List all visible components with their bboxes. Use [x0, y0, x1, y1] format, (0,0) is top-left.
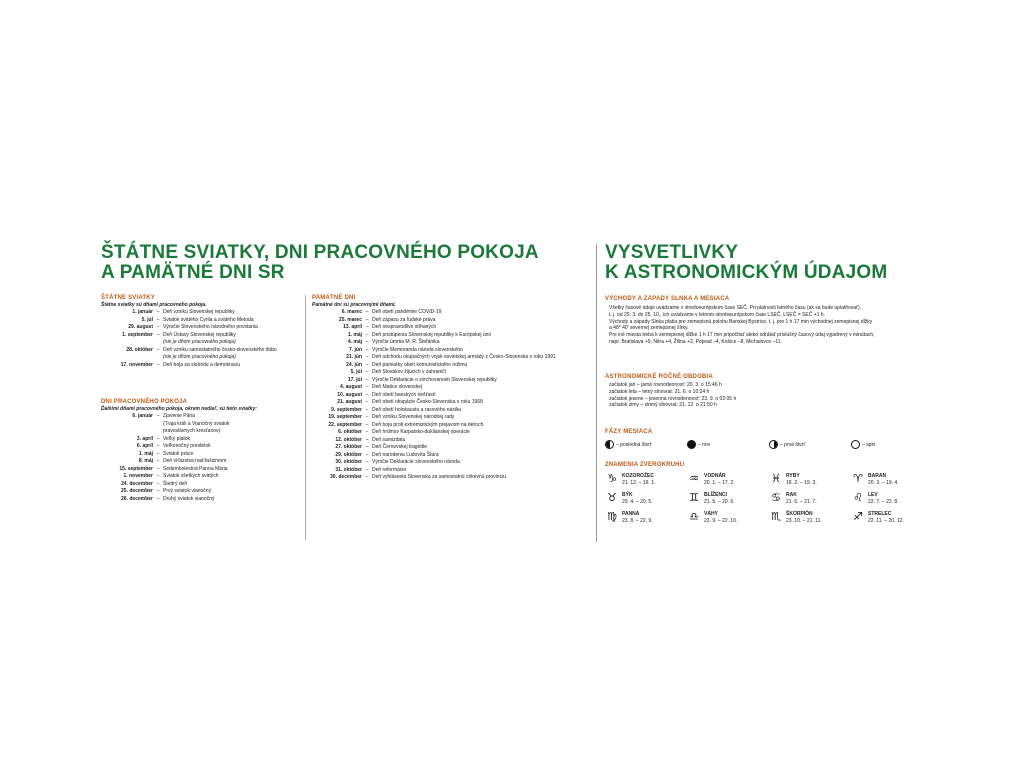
holiday-text: Deň Matice slovenskej — [372, 384, 423, 390]
capricorn-icon: ♑︎ — [607, 473, 617, 485]
row-separator: – — [365, 474, 369, 480]
row-separator: – — [365, 384, 369, 390]
holiday-text: Výročie Slovenského národného povstania — [163, 324, 258, 330]
row-separator: – — [365, 421, 369, 428]
zodiac-dates: 23. 9. – 22. 10. — [704, 518, 738, 524]
holiday-row — [312, 467, 556, 475]
row-separator: – — [156, 473, 160, 479]
holiday-row — [312, 429, 556, 437]
holiday-text: Deň Černovskej tragédie — [372, 444, 428, 450]
holiday-text: Deň nespravodlivo stíhaných — [372, 324, 437, 330]
state-holidays-list — [101, 309, 277, 369]
first-quarter-moon-icon — [769, 440, 778, 449]
holiday-row — [101, 443, 257, 451]
holiday-row — [101, 362, 277, 370]
zodiac-dates: 20. 1. – 17. 2. — [704, 480, 735, 486]
holiday-row — [101, 339, 277, 347]
holiday-date: 19. september — [328, 414, 362, 420]
last-quarter-moon-icon — [605, 440, 614, 449]
holiday-text: Deň obetí okupácie Česko-Slovenska v roku 1968 — [372, 399, 483, 405]
holiday-row — [101, 413, 257, 421]
holiday-text: Prvý sviatok vianočný — [163, 488, 212, 494]
holiday-text: Deň pristúpenia Slovenskej republiky k Európskej únii — [372, 331, 491, 338]
holiday-text: Sviatok svätého Cyrila a svätého Metoda — [163, 316, 254, 323]
memorial-days-list — [312, 309, 556, 482]
text-line: t. j. od 29. 3. do 25. 10., ich uvádzame v letnom stredoeurópskom čase LSEČ. LSEČ = SEČ +1 h. — [609, 311, 825, 318]
sunrise-section — [605, 296, 875, 346]
holiday-date — [101, 354, 153, 362]
holiday-row — [312, 452, 556, 460]
pisces-icon: ♓︎ — [771, 473, 781, 485]
zodiac-name: BÝK — [622, 492, 633, 498]
row-separator: – — [156, 495, 160, 502]
zodiac-sign — [605, 511, 687, 525]
row-separator: – — [365, 406, 369, 413]
row-separator: – — [156, 316, 160, 323]
row-separator: – — [365, 346, 369, 353]
row-separator: – — [365, 339, 369, 345]
row-separator: – — [365, 436, 369, 443]
row-separator: – — [365, 361, 369, 368]
column-divider — [596, 244, 597, 542]
holiday-date: 1. január — [132, 309, 153, 315]
row-separator — [153, 428, 163, 436]
zodiac-name: ŠKORPIÓN — [786, 511, 813, 517]
zodiac-dates: 21. 6. – 21. 7. — [786, 499, 817, 505]
holiday-row — [312, 407, 556, 415]
holiday-date: 1. november — [123, 473, 153, 479]
holiday-row — [101, 428, 257, 436]
holiday-date: 17. júl — [347, 376, 362, 383]
holiday-text: Deň Slovákov žijúcich v zahraničí — [372, 369, 447, 375]
zodiac-heading: ZNAMENIA ZVEROKRUHU — [605, 462, 685, 468]
rest-days-heading: DNI PRACOVNÉHO POKOJA — [101, 399, 188, 405]
row-separator: – — [365, 451, 369, 458]
libra-icon: ♎︎ — [689, 511, 699, 523]
zodiac-name: PANNA — [622, 511, 640, 517]
holiday-row — [101, 496, 257, 504]
holiday-row — [101, 451, 257, 459]
zodiac-sign — [605, 473, 687, 487]
zodiac-name: LEV — [868, 492, 878, 498]
row-separator: – — [365, 466, 369, 473]
holiday-date: 12. október — [335, 436, 362, 443]
text-line: začiatok jesene – jesenná rovnodennosť: 23. 9. o 02:05 h — [609, 395, 737, 402]
holiday-date — [101, 339, 153, 347]
zodiac-sign — [769, 511, 851, 525]
holiday-row — [312, 459, 556, 467]
zodiac-name: RYBY — [786, 473, 800, 479]
holiday-row — [312, 317, 556, 325]
left-title-line2: A PAMÄTNÉ DNI SR — [101, 262, 285, 283]
holiday-row — [312, 309, 556, 317]
holiday-row — [312, 339, 556, 347]
row-separator — [153, 421, 163, 429]
text-line: Pre iné miesta treba k zemepisnej dĺžke 1 h 17 min pripočítať alebo odrátať príslušný časový údaj vyjadrený v minútach, — [609, 332, 875, 339]
holiday-row — [312, 384, 556, 392]
zodiac-name: VODNÁR — [704, 473, 726, 479]
row-separator: – — [365, 309, 369, 315]
holiday-row — [312, 369, 556, 377]
holiday-text: Deň hrdinov Karpatsko-duklianskej operácie — [372, 429, 470, 435]
row-separator: – — [156, 458, 160, 464]
holiday-date: 24. jún — [346, 361, 362, 368]
holiday-text: Deň boja proti extrémistickým prejavom na deťoch — [372, 421, 484, 428]
state-holidays-heading: ŠTÁTNE SVIATKY — [101, 295, 156, 301]
holiday-date: 21. august — [337, 399, 362, 405]
zodiac-name: VÁHY — [704, 511, 718, 517]
holiday-date: 4. máj — [347, 339, 362, 345]
holiday-date: 26. december — [121, 495, 153, 502]
text-line: Východy a západy Slnka platia pre zemepisnú polohu Banskej Bystrice, t. j. pre 1 h 17 min východnej zemepisnej dĺžky — [609, 318, 873, 325]
holiday-date: 6. apríl — [136, 443, 153, 449]
holiday-row — [312, 354, 556, 362]
holiday-date: 1. máj — [347, 331, 362, 338]
zodiac-grid — [605, 473, 933, 525]
moon-phases-heading: FÁZY MESIACA — [605, 429, 653, 435]
holiday-text: (nie je dňom pracovného pokoja) — [163, 339, 236, 345]
row-separator: – — [365, 376, 369, 383]
row-separator: – — [365, 331, 369, 338]
holiday-row — [312, 332, 556, 340]
holiday-row — [101, 481, 257, 489]
holiday-row — [312, 324, 556, 332]
zodiac-dates: 23. 10. – 21. 11. — [786, 518, 822, 524]
zodiac-dates: 18. 2. – 19. 3. — [786, 480, 817, 486]
holiday-row — [312, 444, 556, 452]
rest-days-list — [101, 413, 257, 503]
holiday-text: Veľký piatok — [163, 435, 191, 442]
holiday-date — [101, 421, 153, 429]
row-separator: – — [156, 465, 160, 472]
row-separator: – — [156, 480, 160, 487]
scorpio-icon: ♏︎ — [771, 511, 781, 523]
holiday-text: Deň obetí holokaustu a rasového násilia — [372, 406, 461, 413]
holiday-row — [312, 362, 556, 370]
text-line: a 48° 40' severnej zemepisnej šírky. — [609, 325, 689, 332]
holiday-text: (nie je dňom pracovného pokoja) — [163, 354, 236, 360]
row-separator: – — [365, 354, 369, 360]
holiday-row — [101, 421, 257, 429]
holiday-text: Deň odchodu okupačných vojsk sovietskej armády z Česko-Slovenska v roku 1991 — [372, 354, 556, 360]
holiday-text: Deň zápasu za ľudské práva — [372, 316, 436, 323]
zodiac-sign — [605, 492, 687, 506]
holiday-row — [101, 332, 277, 340]
zodiac-dates: 21. 5. – 20. 6. — [704, 499, 735, 505]
holiday-date: 8. máj — [138, 458, 153, 464]
holiday-row — [312, 437, 556, 445]
holiday-date: 15. september — [119, 465, 153, 472]
moon-phase-full — [851, 440, 933, 449]
row-separator: – — [156, 324, 160, 330]
holiday-text: (Traja králi a Vianočný sviatok — [163, 420, 230, 427]
holiday-date: 30. október — [335, 459, 362, 465]
row-separator: – — [156, 331, 160, 338]
holiday-date: 25. december — [121, 488, 153, 494]
zodiac-name: STRELEC — [868, 511, 892, 517]
holiday-text: Sviatok všetkých svätých — [163, 473, 219, 479]
holiday-text: Deň Ústavy Slovenskej republiky — [163, 331, 236, 338]
holiday-row — [101, 317, 277, 325]
holiday-text: Deň reformácie — [372, 466, 407, 473]
holiday-text: Štedrý deň — [163, 480, 188, 487]
right-title — [605, 243, 887, 283]
row-separator: – — [156, 346, 160, 353]
zodiac-sign — [851, 473, 933, 487]
holiday-date: 1. september — [122, 331, 153, 338]
holiday-date: 7. jún — [348, 346, 362, 353]
moon-phase-label: – nov — [698, 441, 711, 448]
rest-days-section — [101, 399, 257, 503]
holiday-date: 29. október — [335, 451, 362, 458]
holiday-date: 22. september — [328, 421, 362, 428]
zodiac-heading-wrap — [605, 462, 684, 469]
zodiac-dates: 22. 7. – 22. 8. — [868, 499, 899, 505]
leo-icon: ♌︎ — [853, 492, 863, 504]
holiday-row — [312, 399, 556, 407]
holiday-date: 28. október — [126, 346, 153, 353]
row-separator: – — [156, 413, 160, 419]
zodiac-name: RAK — [786, 492, 797, 498]
row-separator: – — [365, 444, 369, 450]
memorial-days-heading: PAMÄTNÉ DNI — [312, 295, 356, 301]
rest-days-subheading: Ďalšími dňami pracovného pokoja, okrem nedieľ, sú tieto sviatky: — [101, 406, 257, 412]
sagittarius-icon: ♐︎ — [853, 511, 863, 523]
holiday-text: Deň víťazstva nad fašizmom — [163, 458, 227, 464]
holiday-row — [101, 436, 257, 444]
holiday-row — [101, 347, 277, 355]
holiday-text: Deň boja za slobodu a demokraciu — [163, 361, 240, 368]
holiday-date: 30. december — [330, 474, 362, 480]
holiday-date: 3. apríl — [136, 435, 153, 442]
holiday-row — [312, 474, 556, 482]
moon-phase-label: – prvá štvrť — [780, 441, 806, 448]
seasons-section — [605, 374, 736, 409]
moon-phase-label: – posledná štvrť — [616, 441, 652, 448]
row-separator: – — [365, 369, 369, 375]
holiday-row — [101, 309, 277, 317]
holiday-row — [312, 422, 556, 430]
text-line: začiatok zimy – zimný slnovrat: 21. 12. o 21:50 h — [609, 402, 717, 409]
holiday-text: Deň pamiatky obetí komunistického režimu — [372, 361, 468, 368]
holiday-date: 9. september — [331, 406, 362, 413]
holiday-date — [101, 428, 153, 436]
holiday-date: 10. august — [337, 391, 362, 398]
holiday-text: Sviatok práce — [163, 450, 194, 457]
row-separator: – — [156, 361, 160, 368]
left-title-line1: ŠTÁTNE SVIATKY, DNI PRACOVNÉHO POKOJA — [101, 242, 539, 263]
zodiac-sign — [851, 511, 933, 525]
row-separator: – — [365, 459, 369, 465]
holiday-text: Deň vzniku Slovenskej republiky — [163, 309, 235, 315]
zodiac-name: BLÍŽENCI — [704, 492, 728, 498]
holiday-date: 5. júl — [350, 369, 362, 375]
holiday-text: Deň samizdatu — [372, 436, 406, 443]
holiday-text: Deň obetí pandémie COVID-19 — [372, 309, 442, 315]
zodiac-sign — [687, 473, 769, 487]
gemini-icon: ♊︎ — [689, 492, 699, 504]
holiday-text: Deň vzniku samostatného česko-slovenského štátu — [163, 346, 277, 353]
holiday-date: 31. október — [335, 466, 362, 473]
sunrise-text — [609, 305, 875, 346]
holiday-date: 6. október — [338, 429, 362, 435]
virgo-icon: ♍︎ — [607, 511, 617, 523]
moon-phase-first-quarter — [769, 440, 851, 449]
row-separator — [153, 354, 163, 362]
seasons-text — [609, 382, 736, 409]
zodiac-dates: 20. 4. – 20. 5. — [622, 499, 653, 505]
holiday-row — [312, 414, 556, 422]
row-separator: – — [156, 488, 160, 494]
holiday-date: 1. máj — [138, 450, 153, 457]
memorial-days-subheading: Pamätné dni sú pracovnými dňami. — [312, 302, 396, 308]
holiday-text: Deň narodenia Ľudovíta Štúra — [372, 451, 439, 458]
text-line: začiatok leta – letný slnovrat: 21. 6. o 10:24 h — [609, 388, 710, 395]
holiday-row — [101, 466, 257, 474]
row-separator: – — [156, 435, 160, 442]
row-separator: – — [156, 450, 160, 457]
new-moon-icon — [687, 440, 696, 449]
state-holidays-section — [101, 295, 277, 369]
row-separator: – — [156, 309, 160, 315]
zodiac-dates: 23. 8. – 22. 9. — [622, 518, 653, 524]
left-column-divider — [305, 295, 306, 540]
holiday-text: Výročie Deklarácie o zvrchovanosti Slovenskej republiky — [372, 376, 497, 383]
zodiac-sign — [769, 492, 851, 506]
holiday-row — [312, 347, 556, 355]
holiday-date: 29. august — [128, 324, 153, 330]
zodiac-sign — [687, 511, 769, 525]
holiday-date: 5. júl — [141, 316, 153, 323]
row-separator: – — [365, 316, 369, 323]
holiday-date: 6. január — [132, 413, 153, 419]
left-title — [101, 243, 539, 283]
row-separator — [153, 339, 163, 347]
moon-phases-heading-wrap — [605, 429, 652, 436]
holiday-text: Výročie úmrtia M. R. Štefánika — [372, 339, 440, 345]
memorial-days-section — [312, 295, 556, 482]
zodiac-sign — [687, 492, 769, 506]
row-separator: – — [365, 414, 369, 420]
text-line: Všetky časové údaje uvádzame v stredoeurópskom čase SEČ. Pri platnosti letného času (ak sa bude uplatňovať), — [609, 305, 862, 311]
holiday-date: 6. marec — [341, 309, 362, 315]
holiday-date: 21. jún — [346, 354, 362, 360]
taurus-icon: ♉︎ — [607, 492, 617, 504]
zodiac-name: KOZOROŽEC — [622, 473, 654, 479]
holiday-date: 4. august — [340, 384, 362, 390]
holiday-row — [312, 392, 556, 400]
holiday-date: 25. marec — [338, 316, 362, 323]
aries-icon: ♈︎ — [853, 473, 863, 485]
right-title-line1: VYSVETLIVKY — [605, 242, 739, 263]
zodiac-dates: 22. 11. – 20. 12. — [868, 518, 904, 524]
holiday-row — [101, 324, 277, 332]
holiday-text: Výročie Memoranda národa slovenského — [372, 346, 463, 353]
zodiac-dates: 20. 3. – 19. 4. — [868, 480, 899, 486]
holiday-date: 17. november — [120, 361, 153, 368]
moon-phase-last-quarter — [605, 440, 687, 449]
zodiac-sign — [769, 473, 851, 487]
zodiac-sign — [851, 492, 933, 506]
holiday-text: Zjavenie Pána — [163, 413, 195, 419]
holiday-row — [101, 473, 257, 481]
text-line: napr. Bratislava +9, Nitra +4, Žilina +2, Poprad –4, Košice –8, Michalovce –11. — [609, 338, 782, 345]
seasons-heading: ASTRONOMICKÉ ROČNÉ OBDOBIA — [605, 374, 713, 380]
row-separator: – — [365, 391, 369, 398]
text-line: začiatok jari – jarná rovnodennosť: 20. 3. o 15:46 h — [609, 382, 722, 388]
row-separator: – — [365, 429, 369, 435]
row-separator: – — [156, 443, 160, 449]
holiday-row — [101, 488, 257, 496]
cancer-icon: ♋︎ — [771, 492, 781, 504]
holiday-row — [101, 354, 277, 362]
holiday-text: Sedembolestná Panna Mária — [163, 465, 228, 472]
holiday-text: pravoslávnych kresťanov) — [163, 428, 221, 434]
state-holidays-subheading: Štátne sviatky sú dňami pracovného pokoja. — [101, 302, 207, 308]
aquarius-icon: ♒︎ — [689, 473, 699, 485]
moon-phases — [605, 440, 933, 449]
full-moon-icon — [851, 440, 860, 449]
holiday-row — [312, 377, 556, 385]
moon-phase-label: – spln — [862, 441, 876, 448]
moon-phase-new — [687, 440, 769, 449]
holiday-text: Veľkonočný pondelok — [163, 443, 211, 449]
holiday-text: Druhý sviatok vianočný — [163, 495, 215, 502]
holiday-row — [101, 458, 257, 466]
holiday-date: 13. apríl — [343, 324, 362, 330]
holiday-date: 27. október — [335, 444, 362, 450]
sunrise-heading: VÝCHODY A ZÁPADY SLNKA A MESIACA — [605, 296, 730, 302]
holiday-text: Výročie Deklarácie slovenského národa — [372, 459, 460, 465]
holiday-date: 24. december — [121, 480, 153, 487]
row-separator: – — [365, 324, 369, 330]
row-separator: – — [365, 399, 369, 405]
holiday-text: Deň vyhlásenia Slovenska za samostatnú cirkevnú provinciu — [372, 474, 506, 480]
right-title-line2: K ASTRONOMICKÝM ÚDAJOM — [605, 262, 888, 283]
zodiac-dates: 21. 12. – 19. 1. — [622, 480, 656, 486]
holiday-text: Deň obetí banských nešťastí — [372, 391, 436, 398]
zodiac-name: BARAN — [868, 473, 887, 479]
holiday-text: Deň vzniku Slovenskej národnej rady — [372, 414, 455, 420]
